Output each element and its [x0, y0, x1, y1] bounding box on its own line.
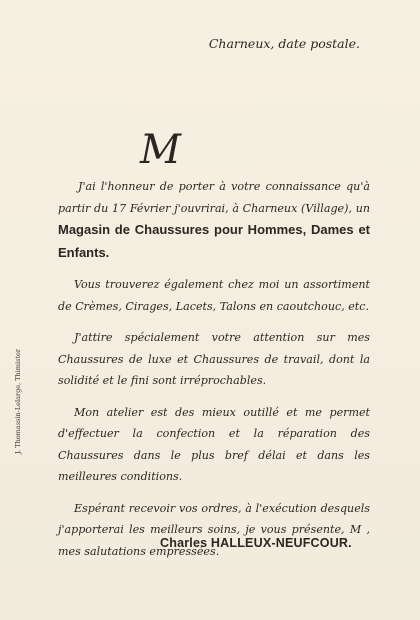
salutation-initial: M — [140, 127, 181, 173]
paragraph-closing: Espérant recevoir vos ordres, à l'exécution desquels j'apporterai les meilleurs soins, je vous présente, M , mes salutations empressées. — [58, 501, 370, 558]
shop-name: Magasin de Chaussures pour Hommes, Dames et Enfants. — [58, 222, 370, 260]
paragraph-attention: J'attire spécialement votre attention sur mes Chaussures de luxe et Chaussures de travail, dont la solidité et le fini sont irréprochables. — [58, 331, 370, 387]
paragraph-opening — [58, 176, 370, 264]
paragraph-workshop: Mon atelier est des mieux outillé et me permet d'effectuer la confection et la réparation des Chaussures dans le plus bref délai et dans les meilleures conditions. — [58, 405, 370, 483]
date-line: Charneux, date postale. — [208, 36, 360, 51]
paragraph-opening-text: J'ai l'honneur de porter à votre connaissance qu'à partir du 17 Février j'ouvrirai, à Charneux (Village), un — [58, 180, 370, 215]
printer-imprint: J. Thomassin-Lelarge, Thimister — [14, 349, 22, 454]
paragraph-assortment: Vous trouverez également chez moi un assortiment de Crèmes, Cirages, Lacets, Talons en caoutchouc, etc. — [58, 278, 370, 313]
letter-body — [58, 176, 370, 572]
signature: Charles HALLEUX-NEUFCOUR. — [160, 536, 352, 550]
